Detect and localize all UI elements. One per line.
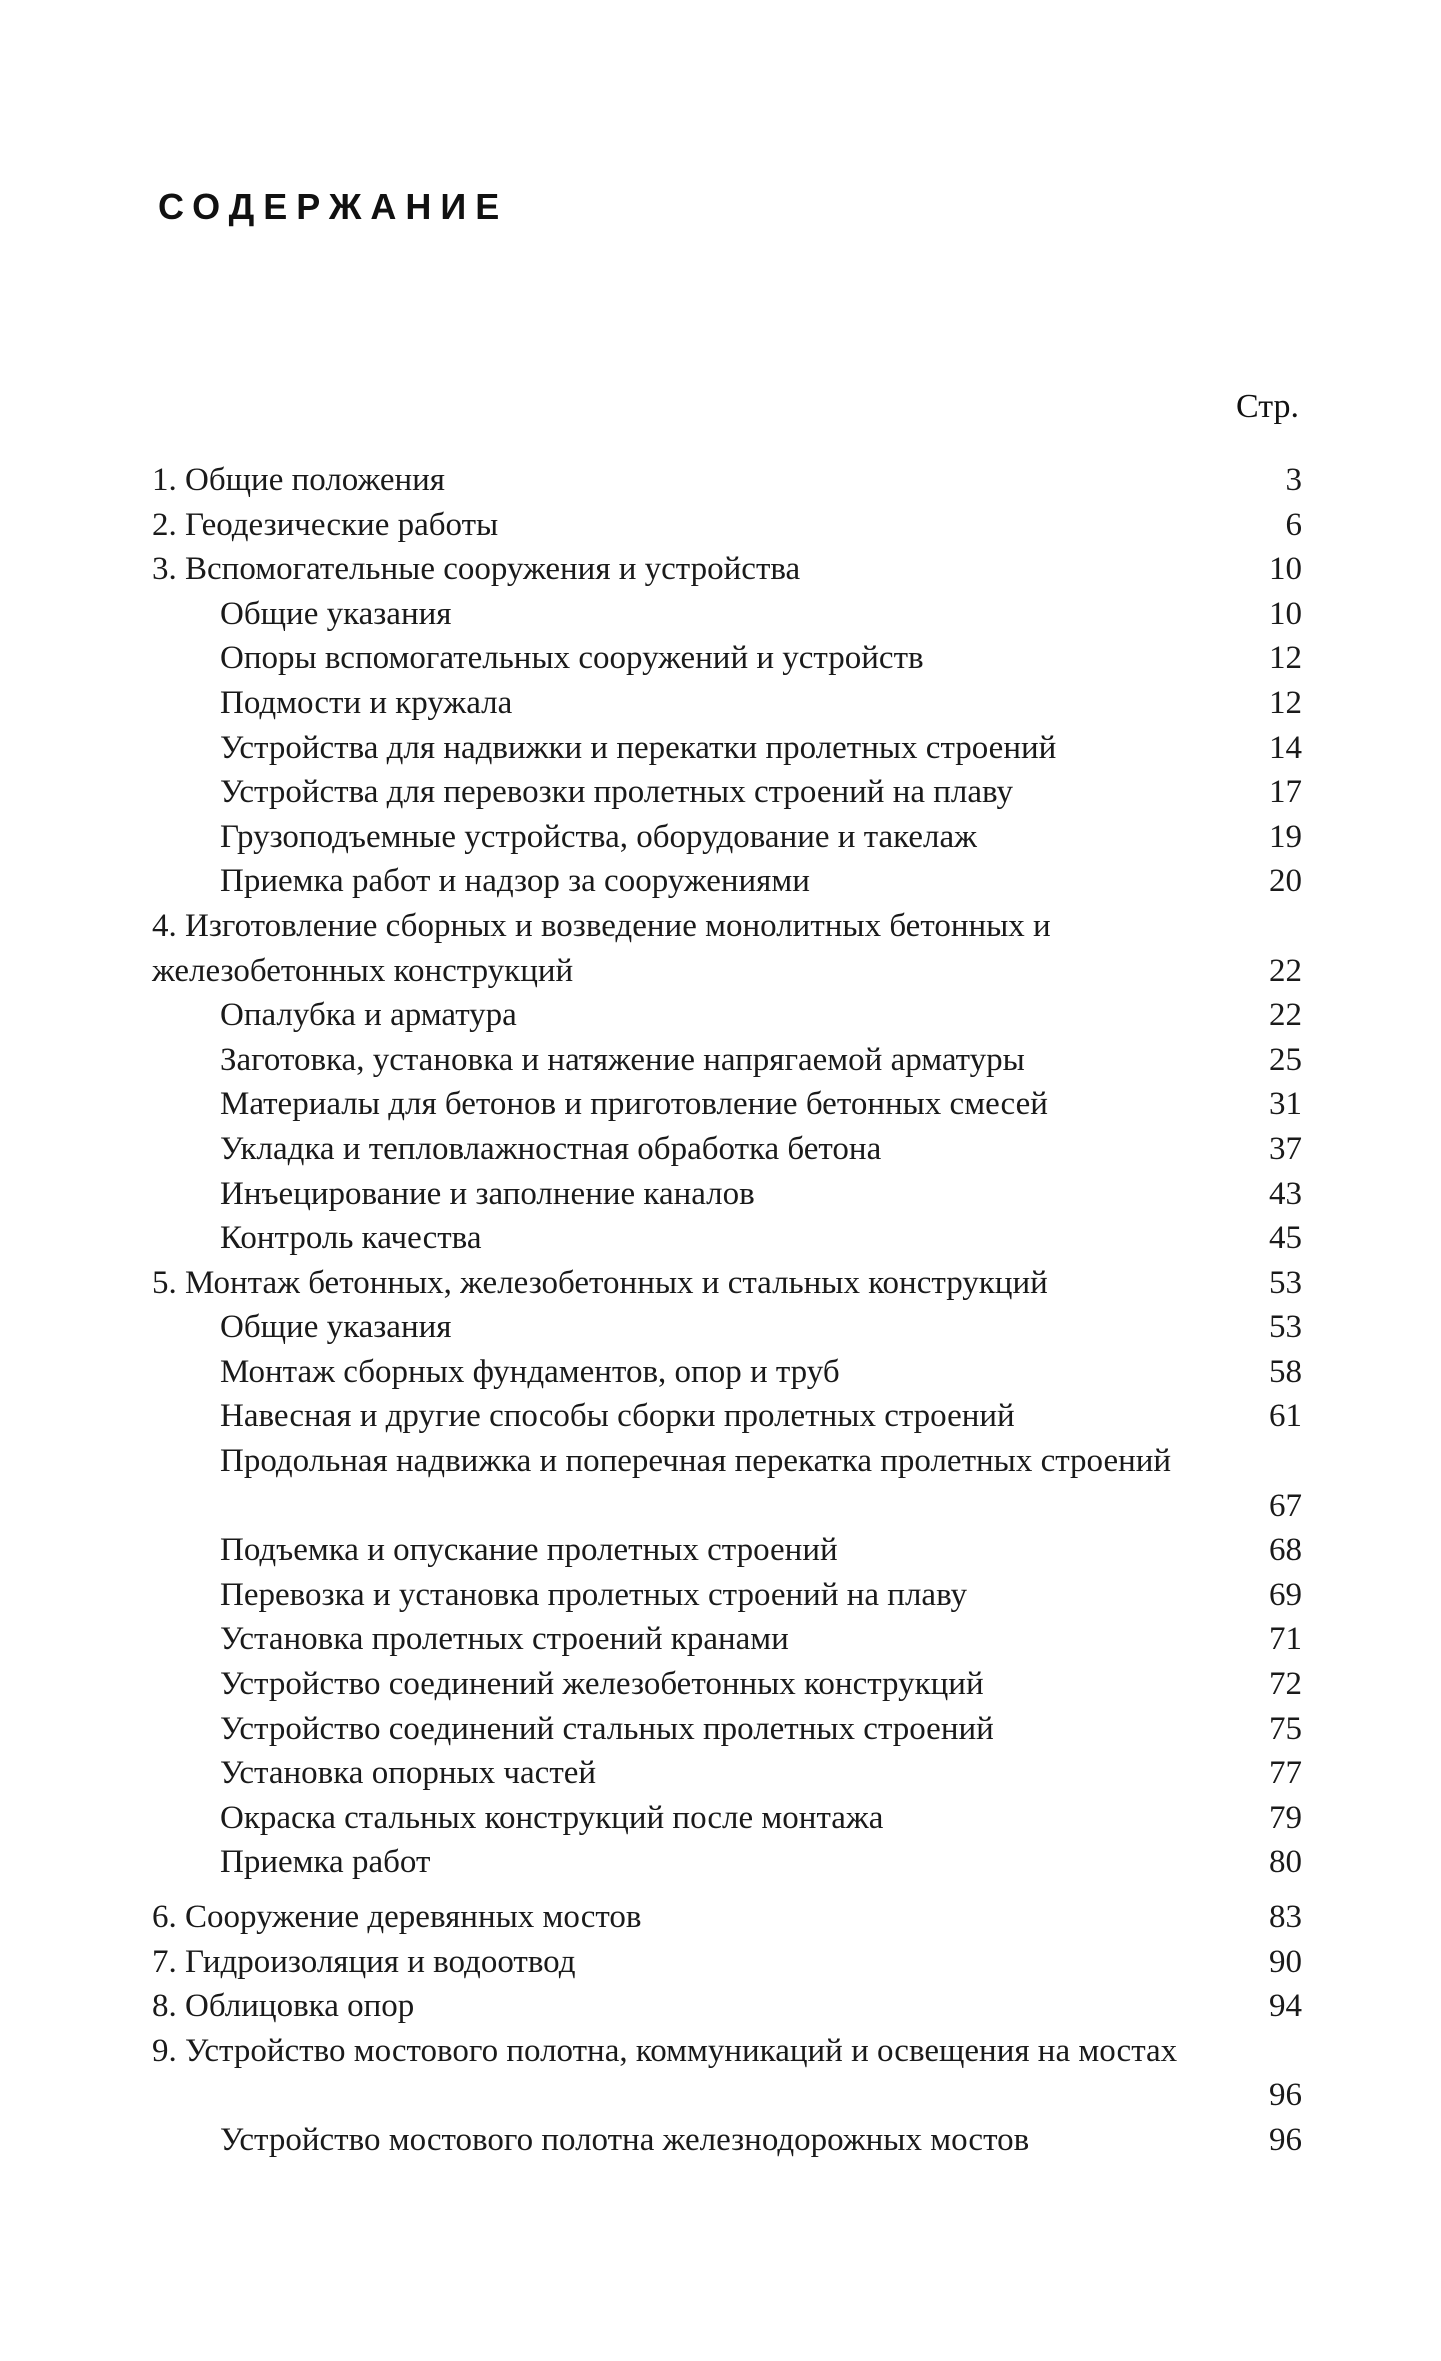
toc-subsection-entry xyxy=(152,1751,1302,1796)
toc-page-number: 17 xyxy=(1269,774,1302,811)
toc-page-number: 14 xyxy=(1269,729,1302,766)
toc-entry-title: Материалы для бетонов и приготовление бетонных смесей xyxy=(220,1086,1056,1122)
toc-subsection-entry xyxy=(152,1394,1302,1439)
toc-page-number: 96 xyxy=(1269,2121,1302,2158)
toc-page-number: 75 xyxy=(1269,1710,1302,1747)
toc-entry-title: Перевозка и установка пролетных строений на плаву xyxy=(220,1577,975,1613)
toc-gap xyxy=(152,1885,1302,1895)
toc-entry-title: Общие указания xyxy=(220,596,459,632)
toc-subsection-entry xyxy=(152,1840,1302,1885)
toc-entry-title: Продольная надвижка и поперечная перекатка пролетных строений xyxy=(220,1443,1179,1479)
toc-page-number: 94 xyxy=(1269,1988,1302,2025)
toc-entry-title: 1. Общие положения xyxy=(152,462,453,498)
toc-page-number: 67 xyxy=(1269,1487,1302,1524)
toc-page-number: 6 xyxy=(1285,506,1302,543)
toc-section-entry xyxy=(152,1261,1302,1306)
toc-entry-text-wrap xyxy=(220,1305,1192,1350)
toc-entry-title: Общие указания xyxy=(220,1309,459,1345)
toc-entry-title: Подмости и кружала xyxy=(220,685,520,721)
toc-entry-text-wrap xyxy=(152,458,1192,503)
toc-subsection-entry xyxy=(152,1216,1302,1261)
toc-page-number: 43 xyxy=(1269,1175,1302,1212)
toc-entry-text-wrap xyxy=(220,1038,1192,1083)
toc-page-number: 45 xyxy=(1269,1220,1302,1257)
toc-subsection-entry xyxy=(152,1573,1302,1618)
toc-page-number: 3 xyxy=(1285,462,1302,498)
dot-leader xyxy=(1185,1508,1192,1522)
toc-section-entry xyxy=(152,1940,1302,1985)
toc-section-entry xyxy=(152,2029,1302,2118)
toc-entry-text-wrap xyxy=(152,1984,1192,2029)
toc-entry-title: Приемка работ xyxy=(220,1844,438,1880)
toc-entry-text-wrap xyxy=(220,1617,1192,1662)
toc-subsection-entry xyxy=(152,815,1302,860)
toc-page-number: 68 xyxy=(1269,1532,1302,1569)
toc-subsection-entry xyxy=(152,1796,1302,1841)
toc-subsection-entry xyxy=(152,726,1302,771)
toc-entry-text-wrap xyxy=(152,547,1192,592)
toc-entry-title: Монтаж сборных фундаментов, опор и труб xyxy=(220,1354,848,1390)
toc-entry-title: 8. Облицовка опор xyxy=(152,1988,422,2024)
toc-page-number: 37 xyxy=(1269,1130,1302,1167)
toc-entry-text-wrap xyxy=(220,1216,1192,1261)
toc-page-number: 79 xyxy=(1269,1799,1302,1836)
toc-page-number: 12 xyxy=(1269,640,1302,677)
toc-subsection-entry xyxy=(152,1707,1302,1752)
toc-entry-title: Окраска стальных конструкций после монтажа xyxy=(220,1800,891,1836)
toc-page-number: 10 xyxy=(1269,551,1302,588)
toc-subsection-entry xyxy=(152,993,1302,1038)
toc-entry-text-wrap xyxy=(220,1082,1192,1127)
toc-entry-text-wrap xyxy=(220,859,1192,904)
toc-entry-title: Инъецирование и заполнение каналов xyxy=(220,1176,763,1212)
toc-section-entry xyxy=(152,458,1302,503)
toc-entry-title: 6. Сооружение деревянных мостов xyxy=(152,1899,649,1935)
toc-entry-title: Устройства для надвижки и перекатки пролетных строений xyxy=(220,730,1064,766)
toc-entry-text-wrap xyxy=(220,815,1192,860)
toc-entry-title: Установка пролетных строений кранами xyxy=(220,1621,797,1657)
toc-subsection-entry xyxy=(152,1305,1302,1350)
toc-page-number: 61 xyxy=(1269,1398,1302,1435)
toc-page-number: 25 xyxy=(1269,1041,1302,1078)
toc-entry-text-wrap xyxy=(220,1394,1192,1439)
toc-section-entry xyxy=(152,1984,1302,2029)
toc-entry-title: Укладка и тепловлажностная обработка бетона xyxy=(220,1131,889,1167)
toc-entry-text-wrap xyxy=(220,1350,1192,1395)
toc-entry-title: 4. Изготовление сборных и возведение монолитных бетонных и железобетонных конструкций xyxy=(152,907,1051,989)
toc-section-entry xyxy=(152,503,1302,548)
toc-page-number: 83 xyxy=(1269,1899,1302,1935)
toc-entry-text-wrap xyxy=(152,2029,1192,2074)
toc-entry-title: 5. Монтаж бетонных, железобетонных и стальных конструкций xyxy=(152,1265,1056,1301)
toc-subsection-entry xyxy=(152,1350,1302,1395)
toc-entry-text-wrap xyxy=(220,1528,1192,1573)
toc-entry-title: Опоры вспомогательных сооружений и устройств xyxy=(220,640,932,676)
toc-subsection-entry xyxy=(152,1662,1302,1707)
toc-entry-title: 2. Геодезические работы xyxy=(152,507,506,543)
toc-section-entry xyxy=(152,547,1302,592)
toc-entry-text-wrap xyxy=(220,770,1192,815)
toc-entry-title: Устройство соединений стальных пролетных строений xyxy=(220,1711,1002,1747)
dot-leader xyxy=(1191,2098,1192,2112)
toc-entry-text-wrap xyxy=(220,1751,1192,1796)
toc-entry-title: Установка опорных частей xyxy=(220,1755,604,1791)
toc-entry-text-wrap xyxy=(152,1940,1192,1985)
toc-section-entry xyxy=(152,904,1302,993)
toc-entry-title: Подъемка и опускание пролетных строений xyxy=(220,1532,846,1568)
toc-entry-text-wrap xyxy=(152,904,1192,993)
page-column-header: Стр. xyxy=(1235,388,1299,425)
toc-entry-title: Контроль качества xyxy=(220,1220,489,1256)
toc-page-number: 77 xyxy=(1269,1755,1302,1792)
toc-entry-title: Заготовка, установка и натяжение напрягаемой арматуры xyxy=(220,1042,1033,1078)
toc-page-number: 19 xyxy=(1269,818,1302,855)
page-title: СОДЕРЖАНИЕ xyxy=(158,186,509,227)
toc-subsection-entry xyxy=(152,636,1302,681)
toc-page-number: 12 xyxy=(1269,684,1302,721)
toc-subsection-entry xyxy=(152,1038,1302,1083)
toc-page-number: 72 xyxy=(1269,1666,1302,1703)
toc-subsection-entry xyxy=(152,1617,1302,1662)
toc-page-number: 69 xyxy=(1269,1576,1302,1613)
toc-page-number: 53 xyxy=(1269,1309,1302,1346)
toc-subsection-entry xyxy=(152,2118,1302,2163)
toc-page-number: 22 xyxy=(1269,952,1302,989)
toc-page-number: 96 xyxy=(1269,2077,1302,2114)
toc-entry-text-wrap xyxy=(220,592,1192,637)
toc-subsection-entry xyxy=(152,1082,1302,1127)
toc-subsection-entry xyxy=(152,770,1302,815)
toc-page-number: 31 xyxy=(1269,1086,1302,1123)
toc-page-number: 58 xyxy=(1269,1353,1302,1390)
toc-entry-title: Опалубка и арматура xyxy=(220,997,525,1033)
toc-entry-text-wrap xyxy=(220,993,1192,1038)
toc-subsection-entry xyxy=(152,1528,1302,1573)
toc-section-entry xyxy=(152,1895,1302,1940)
toc-subsection-entry xyxy=(152,681,1302,726)
toc-subsection-entry xyxy=(152,1172,1302,1217)
toc-page-number: 53 xyxy=(1269,1264,1302,1301)
toc-entry-text-wrap xyxy=(220,1796,1192,1841)
table-of-contents xyxy=(152,458,1302,2163)
toc-subsection-entry xyxy=(152,1127,1302,1172)
toc-page-number: 80 xyxy=(1269,1844,1302,1881)
toc-entry-title: Устройство соединений железобетонных конструкций xyxy=(220,1666,992,1702)
toc-entry-title: Устройства для перевозки пролетных строений на плаву xyxy=(220,774,1021,810)
toc-page-number: 20 xyxy=(1269,863,1302,900)
toc-entry-text-wrap xyxy=(152,1261,1192,1306)
toc-entry-title: Грузоподъемные устройства, оборудование и такелаж xyxy=(220,819,985,855)
toc-entry-text-wrap xyxy=(220,726,1192,771)
toc-subsection-entry xyxy=(152,859,1302,904)
toc-entry-text-wrap xyxy=(220,636,1192,681)
toc-entry-title: 7. Гидроизоляция и водоотвод xyxy=(152,1944,584,1980)
toc-entry-text-wrap xyxy=(220,1707,1192,1752)
toc-entry-text-wrap xyxy=(220,1439,1192,1484)
toc-entry-title: Приемка работ и надзор за сооружениями xyxy=(220,863,818,899)
toc-entry-title: Навесная и другие способы сборки пролетных строений xyxy=(220,1398,1023,1434)
toc-entry-text-wrap xyxy=(220,2118,1192,2163)
toc-entry-text-wrap xyxy=(152,503,1192,548)
toc-page-number: 90 xyxy=(1269,1943,1302,1980)
toc-entry-title: 3. Вспомогательные сооружения и устройства xyxy=(152,551,808,587)
toc-page-number: 71 xyxy=(1269,1621,1302,1658)
toc-entry-text-wrap xyxy=(220,1127,1192,1172)
toc-entry-text-wrap xyxy=(220,1840,1192,1885)
toc-subsection-entry xyxy=(152,592,1302,637)
toc-entry-text-wrap xyxy=(220,681,1192,726)
toc-entry-text-wrap xyxy=(152,1895,1192,1940)
toc-page-number: 10 xyxy=(1269,595,1302,632)
toc-subsection-entry xyxy=(152,1439,1302,1528)
toc-entry-text-wrap xyxy=(220,1172,1192,1217)
toc-entry-text-wrap xyxy=(220,1662,1192,1707)
toc-entry-text-wrap xyxy=(220,1573,1192,1618)
toc-entry-title: 9. Устройство мостового полотна, коммуникаций и освещения на мостах xyxy=(152,2033,1185,2069)
toc-page-number: 22 xyxy=(1269,997,1302,1034)
toc-entry-title: Устройство мостового полотна железнодорожных мостов xyxy=(220,2122,1037,2158)
